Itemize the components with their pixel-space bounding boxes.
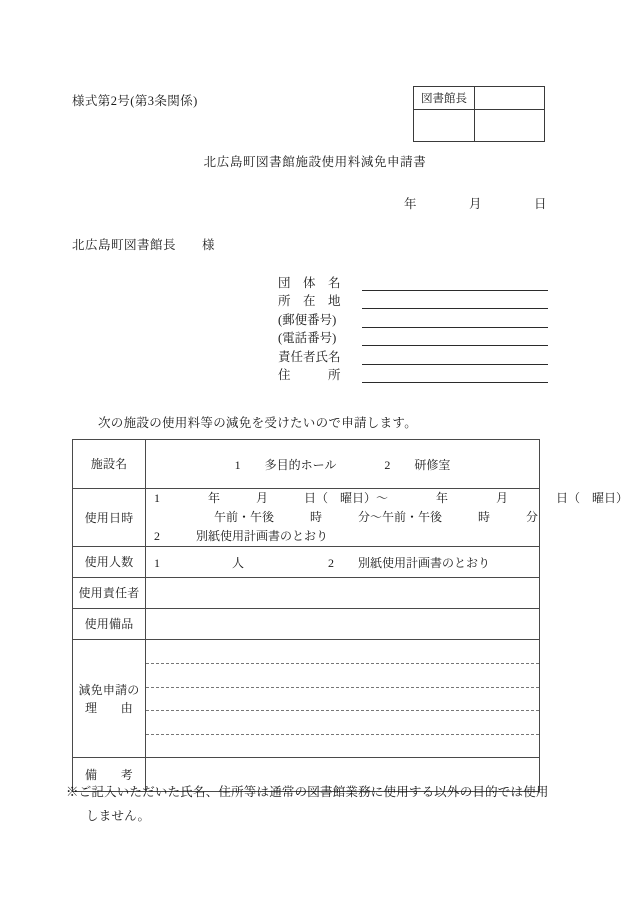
equipment-cell[interactable] [146, 609, 540, 640]
applicant-row-address [278, 291, 548, 310]
privacy-note-line-1: ※ご記入いただいた氏名、住所等は通常の図書館業務に使用する以外の目的では使用 [66, 785, 549, 799]
row-header-reason-char-right: 由 [120, 700, 133, 715]
privacy-note-line-2: しません。 [86, 809, 151, 823]
applicant-label-representative-name: 責任者氏名 [278, 349, 341, 364]
reason-cell[interactable] [146, 640, 540, 758]
table-row-datetime [73, 489, 540, 547]
applicant-fields [278, 272, 548, 383]
applicant-label-residence: 住 所 [278, 368, 341, 382]
row-header-reason-line-2 [73, 699, 145, 717]
addressee-line: 北広島町図書館長 様 [72, 238, 216, 252]
applicant-row-residence [278, 365, 548, 384]
reason-writing-guides [146, 640, 539, 757]
applicant-row-postal-code [278, 309, 548, 328]
reason-guide-line [146, 710, 539, 711]
attendance-cell[interactable]: 1 人 2 別紙使用計画書のとおり [146, 547, 540, 578]
applicant-input-address[interactable] [362, 293, 548, 309]
datetime-line-2: 午前・午後 時 分～午前・午後 時 分 [154, 510, 539, 524]
table-row-manager [73, 578, 540, 609]
stamp-box-value-cell[interactable] [475, 87, 545, 110]
row-header-remarks-char-left: 備 [85, 767, 98, 782]
row-header-facility: 施設名 [73, 440, 146, 489]
table-row-attendance [73, 547, 540, 578]
datetime-line-3: 2 別紙使用計画書のとおり [154, 529, 329, 543]
row-header-reason [73, 640, 146, 758]
datetime-line-1: 1 年 月 日（ 曜日）～ 年 月 日（ 曜日） [154, 491, 629, 505]
row-header-equipment: 使用備品 [73, 609, 146, 640]
row-header-reason-char-left: 理 [85, 700, 98, 715]
page-title: 北広島町図書館施設使用料減免申請書 [203, 155, 427, 169]
lead-sentence: 次の施設の使用料等の減免を受けたいので申請します。 [98, 416, 418, 430]
applicant-row-phone-number [278, 328, 548, 347]
applicant-input-postal-code[interactable] [362, 312, 548, 328]
table-row-facility [73, 440, 540, 489]
row-header-manager: 使用責任者 [73, 578, 146, 609]
datetime-cell[interactable] [146, 489, 629, 547]
reason-guide-line [146, 687, 539, 688]
application-table [72, 439, 629, 792]
row-header-datetime: 使用日時 [73, 489, 146, 547]
applicant-input-phone-number[interactable] [362, 330, 548, 346]
date-line: 年 月 日 [404, 197, 548, 211]
stamp-box-title-cell: 図書館長 [414, 87, 475, 110]
stamp-box-row-label [414, 87, 545, 110]
applicant-label-phone-number: (電話番号) [278, 331, 337, 345]
approval-stamp-box [413, 86, 545, 142]
applicant-label-postal-code: (郵便番号) [278, 312, 337, 327]
row-header-remarks-char-right: 考 [120, 767, 133, 782]
form-number: 様式第2号(第3条関係) [72, 94, 198, 108]
applicant-row-organization [278, 272, 548, 291]
applicant-input-organization[interactable] [362, 275, 548, 291]
stamp-box-blank-left-cell[interactable] [414, 110, 475, 142]
applicant-input-representative-name[interactable] [362, 349, 548, 365]
stamp-box-row-blank [414, 110, 545, 142]
stamp-box-blank-right-cell[interactable] [475, 110, 545, 142]
table-row-reason [73, 640, 540, 758]
applicant-label-organization: 団 体 名 [278, 275, 341, 290]
row-header-reason-line-1: 減免申請の [78, 682, 140, 697]
privacy-note [66, 780, 566, 828]
applicant-label-address: 所 在 地 [278, 294, 341, 308]
reason-guide-line [146, 734, 539, 735]
reason-guide-line [146, 663, 539, 664]
manager-cell[interactable] [146, 578, 540, 609]
applicant-row-representative-name [278, 346, 548, 365]
row-header-attendance: 使用人数 [73, 547, 146, 578]
facility-options-cell[interactable]: 1 多目的ホール 2 研修室 [146, 440, 540, 489]
table-row-equipment [73, 609, 540, 640]
applicant-input-residence[interactable] [362, 367, 548, 383]
